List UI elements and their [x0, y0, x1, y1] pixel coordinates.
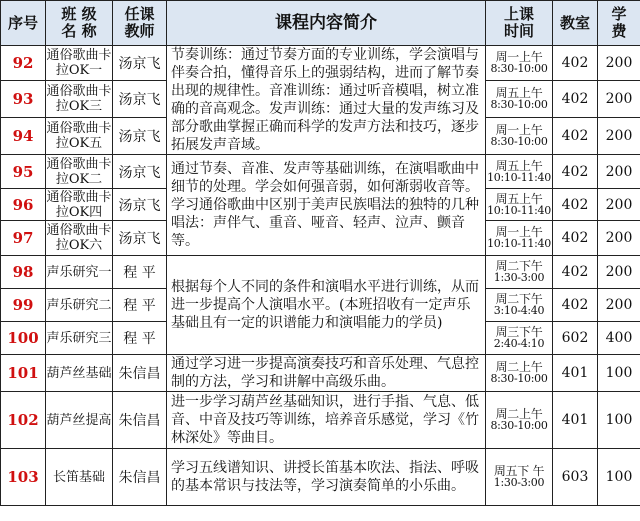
- course-name: 长笛基础: [46, 449, 113, 506]
- header-time-line2: 时间: [503, 22, 534, 40]
- teacher-name: 汤京飞: [113, 155, 167, 189]
- teacher-name: 程 平: [113, 256, 167, 289]
- class-day: 周一上午: [495, 225, 543, 239]
- table-row: [1, 355, 640, 392]
- table-row: [1, 46, 640, 81]
- header-time-line1: 上课: [503, 5, 534, 23]
- tuition-fee: 200: [598, 155, 640, 189]
- course-description: 通过节奏、音准、发声等基础训练，在演唱歌曲中细节的处理。学会如何强音弱，如何渐弱收音等。学习通俗歌曲中区别于美声民族唱法的独特的几种唱法：声伴气、重音、哑音、轻声、泣声、颤音等。: [167, 155, 486, 256]
- class-hours: 8:30-10:00: [490, 372, 548, 385]
- course-description: 根据每个人不同的条件和演唱水平进行训练，从而进一步提高个人演唱水平。(本班招收有一定声乐基础且有一定的识谱能力和演唱能力的学员): [167, 256, 486, 355]
- classroom: 603: [553, 449, 598, 506]
- tuition-fee: 200: [598, 289, 640, 322]
- tuition-fee: 200: [598, 46, 640, 81]
- header-row: [1, 1, 640, 46]
- course-name: 通俗歌曲卡拉OK一: [46, 46, 113, 81]
- table-row: [1, 392, 640, 449]
- class-time: [486, 449, 553, 506]
- header-room: 教室: [553, 1, 598, 46]
- course-name: 通俗歌曲卡拉OK三: [46, 81, 113, 117]
- class-day: 周二上午: [495, 407, 543, 421]
- class-day: 周五上午: [495, 158, 543, 173]
- class-day: 周五上午: [495, 191, 543, 206]
- table-row: [1, 155, 640, 189]
- row-no: 95: [1, 155, 46, 189]
- course-name: 葫芦丝提高: [46, 392, 113, 449]
- row-no: 103: [1, 449, 46, 506]
- class-time: [486, 117, 553, 154]
- class-time: [486, 256, 553, 289]
- class-time: [486, 46, 553, 81]
- class-hours: 1:30-3:00: [493, 271, 545, 284]
- tuition-fee: 200: [598, 221, 640, 256]
- tuition-fee: 200: [598, 189, 640, 221]
- class-time: [486, 289, 553, 322]
- class-hours: 8:30-10:00: [490, 62, 548, 76]
- header-course-line2: 名 称: [61, 22, 97, 40]
- classroom: 402: [553, 117, 598, 154]
- course-name: 通俗歌曲卡拉OK五: [46, 117, 113, 154]
- tuition-fee: 100: [598, 355, 640, 392]
- class-day: 周一上午: [495, 50, 543, 65]
- course-name: 声乐研究三: [46, 322, 113, 355]
- course-name: 通俗歌曲卡拉OK六: [46, 221, 113, 256]
- teacher-name: 朱信昌: [113, 392, 167, 449]
- header-course-line1: 班 级: [61, 5, 97, 23]
- class-day: 周一上午: [495, 122, 543, 137]
- class-hours: 1:30-3:00: [493, 476, 545, 489]
- classroom: 402: [553, 46, 598, 81]
- classroom: 401: [553, 392, 598, 449]
- course-description: 进一步学习葫芦丝基础知识，进行手指、气息、低音、中音及技巧等训练，培养音乐感觉，学习《竹林深处》等曲目。: [167, 392, 486, 449]
- classroom: 602: [553, 322, 598, 355]
- row-no: 99: [1, 289, 46, 322]
- class-time: [486, 392, 553, 449]
- class-hours: 10:10-11:40: [487, 237, 551, 250]
- class-day: 周三下午: [495, 325, 543, 339]
- class-time: [486, 189, 553, 221]
- classroom: 402: [553, 221, 598, 256]
- teacher-name: 汤京飞: [113, 117, 167, 154]
- class-day: 周五上午: [495, 85, 543, 100]
- course-name: 声乐研究一: [46, 256, 113, 289]
- teacher-name: 程 平: [113, 289, 167, 322]
- course-name: 通俗歌曲卡拉OK二: [46, 156, 112, 187]
- class-hours: 10:10-11:40: [487, 170, 551, 184]
- class-day: 周二下午: [495, 259, 543, 273]
- class-hours: 2:40-4:10: [493, 337, 545, 350]
- course-name: 通俗歌曲卡拉OK四: [46, 189, 112, 220]
- row-no: 98: [1, 256, 46, 289]
- tuition-fee: 100: [598, 449, 640, 506]
- row-no: 101: [1, 355, 46, 392]
- class-day: 周二下午: [495, 292, 543, 306]
- tuition-fee: 200: [598, 256, 640, 289]
- class-day: 周五下 午: [493, 464, 545, 478]
- row-no: 96: [1, 189, 46, 221]
- table-row: [1, 256, 640, 289]
- class-time: [486, 355, 553, 392]
- row-no: 92: [1, 46, 46, 81]
- row-no: 102: [1, 392, 46, 449]
- teacher-name: 汤京飞: [113, 46, 167, 81]
- class-hours: 8:30-10:00: [490, 134, 548, 148]
- tuition-fee: 200: [598, 117, 640, 154]
- class-time: [486, 221, 553, 256]
- header-teacher-line2: 教师: [124, 22, 155, 40]
- course-description: 学习五线谱知识、讲授长笛基本吹法、指法、呼吸的基本常识与技法等，学习演奏简单的小乐曲。: [167, 449, 486, 506]
- class-time: [486, 155, 553, 189]
- row-no: 93: [1, 81, 46, 117]
- row-no: 97: [1, 221, 46, 256]
- class-time: [486, 81, 553, 117]
- course-name: 声乐研究二: [46, 289, 113, 322]
- row-no: 94: [1, 117, 46, 154]
- course-description: 通过学习进一步提高演奏技巧和音乐处理、气息控制的方法，学习和讲解中高级乐曲。: [167, 355, 486, 392]
- header-teacher-line1: 任课: [124, 5, 155, 23]
- row-no: 100: [1, 322, 46, 355]
- class-time: [486, 322, 553, 355]
- teacher-name: 朱信昌: [113, 449, 167, 506]
- course-name: 葫芦丝基础: [46, 355, 113, 392]
- teacher-name: 朱信昌: [113, 355, 167, 392]
- class-hours: 3:10-4:40: [493, 304, 545, 317]
- header-time: [486, 1, 553, 46]
- classroom: 401: [553, 355, 598, 392]
- course-description: 节奏训练：通过节奏方面的专业训练，学会演唱与伴奏合拍，懂得音乐上的强弱结构，进而了解节奏出现的规律性。音准训练：通过听音模唱，树立准确的音高观念。发声训练：通过大量的发声练习及部分歌曲掌握正确而科学的发声方法和技巧，逐步拓展发声音域。: [167, 46, 486, 155]
- classroom: 402: [553, 81, 598, 117]
- teacher-name: 程 平: [113, 322, 167, 355]
- tuition-fee: 200: [598, 81, 640, 117]
- header-description: 课程内容简介: [167, 1, 486, 46]
- classroom: 402: [553, 289, 598, 322]
- tuition-fee: 400: [598, 322, 640, 355]
- classroom: 402: [553, 155, 598, 189]
- teacher-name: 汤京飞: [113, 81, 167, 117]
- header-no: 序号: [1, 1, 46, 46]
- header-fee-line1: 学: [611, 5, 627, 23]
- class-day: 周二上午: [495, 360, 543, 374]
- teacher-name: 汤京飞: [113, 189, 167, 221]
- classroom: 402: [553, 189, 598, 221]
- class-hours: 8:30-10:00: [490, 419, 548, 432]
- header-course: [46, 1, 113, 46]
- header-fee: [598, 1, 640, 46]
- tuition-fee: 100: [598, 392, 640, 449]
- class-hours: 8:30-10:00: [490, 97, 548, 111]
- classroom: 402: [553, 256, 598, 289]
- header-teacher: [113, 1, 167, 46]
- table-row: [1, 449, 640, 506]
- class-hours: 10:10-11:40: [487, 203, 551, 217]
- teacher-name: 汤京飞: [113, 221, 167, 256]
- header-fee-line2: 费: [611, 22, 627, 40]
